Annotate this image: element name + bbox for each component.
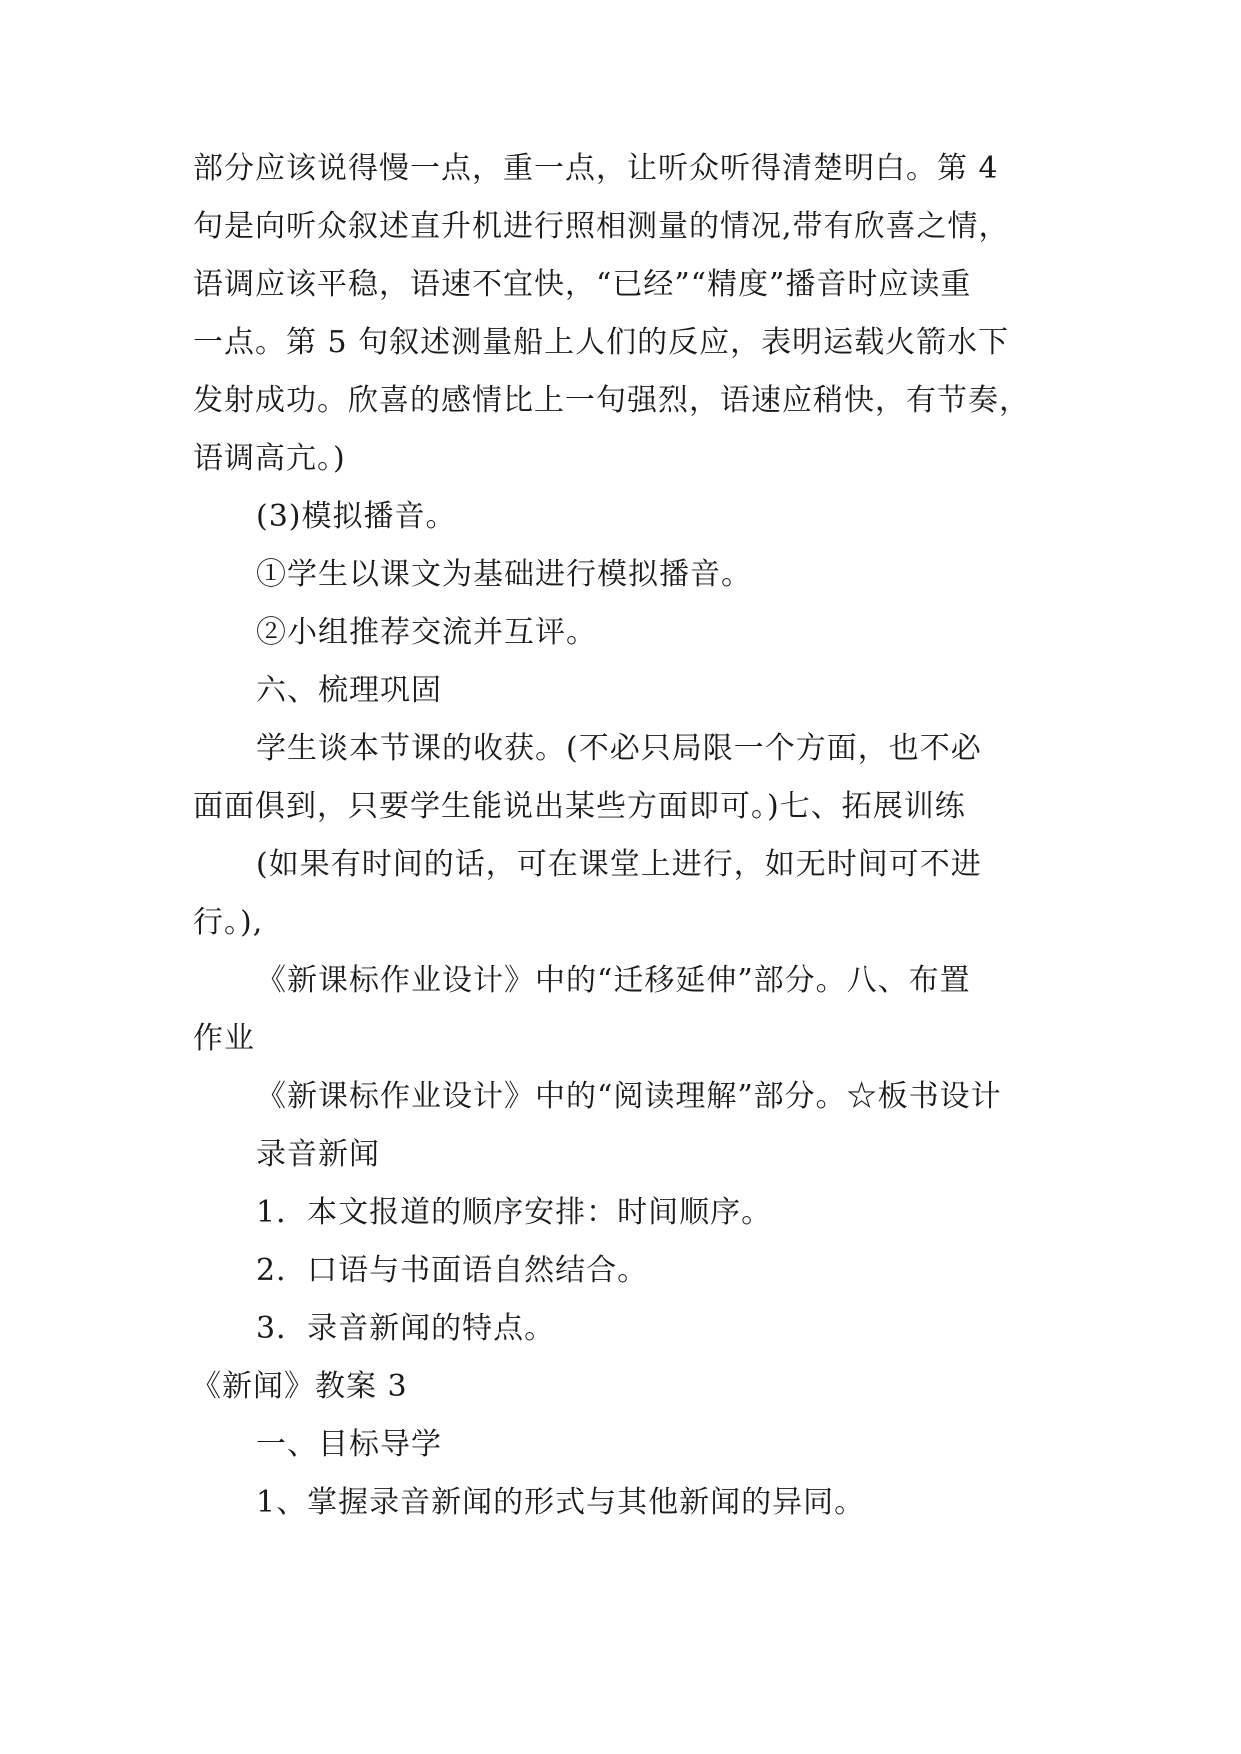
section-heading: 六、梳理巩固 [256, 673, 442, 708]
text-line: 《新课标作业设计》中的“阅读理解”部分。☆板书设计 [256, 1079, 1002, 1114]
text-line: 学生谈本节课的收获。(不必只局限一个方面，也不必 [256, 731, 982, 766]
list-item: 3．录音新闻的特点。 [256, 1311, 556, 1346]
list-item: ①学生以课文为基础进行模拟播音。 [256, 557, 752, 592]
list-item: 2．口语与书面语自然结合。 [256, 1253, 649, 1288]
lesson-title: 《新闻》教案 3 [191, 1369, 408, 1404]
text-line: 作业 [193, 1021, 255, 1056]
list-item: 1、掌握录音新闻的形式与其他新闻的异同。 [256, 1485, 866, 1520]
text-line: 部分应该说得慢一点，重一点，让听众听得清楚明白。第 4 [193, 151, 999, 186]
text-line: 语调高亢。) [193, 441, 346, 476]
text-line: 发射成功。欣喜的感情比上一句强烈，语速应稍快，有节奏， [193, 383, 1030, 418]
list-heading: (3)模拟播音。 [256, 499, 457, 534]
text-line: 面面俱到，只要学生能说出某些方面即可。)七、拓展训练 [193, 789, 966, 824]
section-heading: 一、目标导学 [256, 1427, 442, 1462]
text-line: 一点。第 5 句叙述测量船上人们的反应，表明运载火箭水下 [193, 325, 1010, 360]
text-line: 语调应该平稳，语速不宜快，“已经”“精度”播音时应读重 [193, 267, 972, 302]
text-line: 《新课标作业设计》中的“迁移延伸”部分。八、布置 [256, 963, 971, 998]
list-item: ②小组推荐交流并互评。 [256, 615, 597, 650]
text-line: 行。), [193, 905, 264, 940]
list-item: 1．本文报道的顺序安排：时间顺序。 [256, 1195, 773, 1230]
text-line: 句是向听众叙述直升机进行照相测量的情况,带有欣喜之情， [193, 209, 1010, 244]
board-title: 录音新闻 [256, 1137, 380, 1172]
text-line: (如果有时间的话，可在课堂上进行，如无时间可不进 [256, 847, 982, 882]
